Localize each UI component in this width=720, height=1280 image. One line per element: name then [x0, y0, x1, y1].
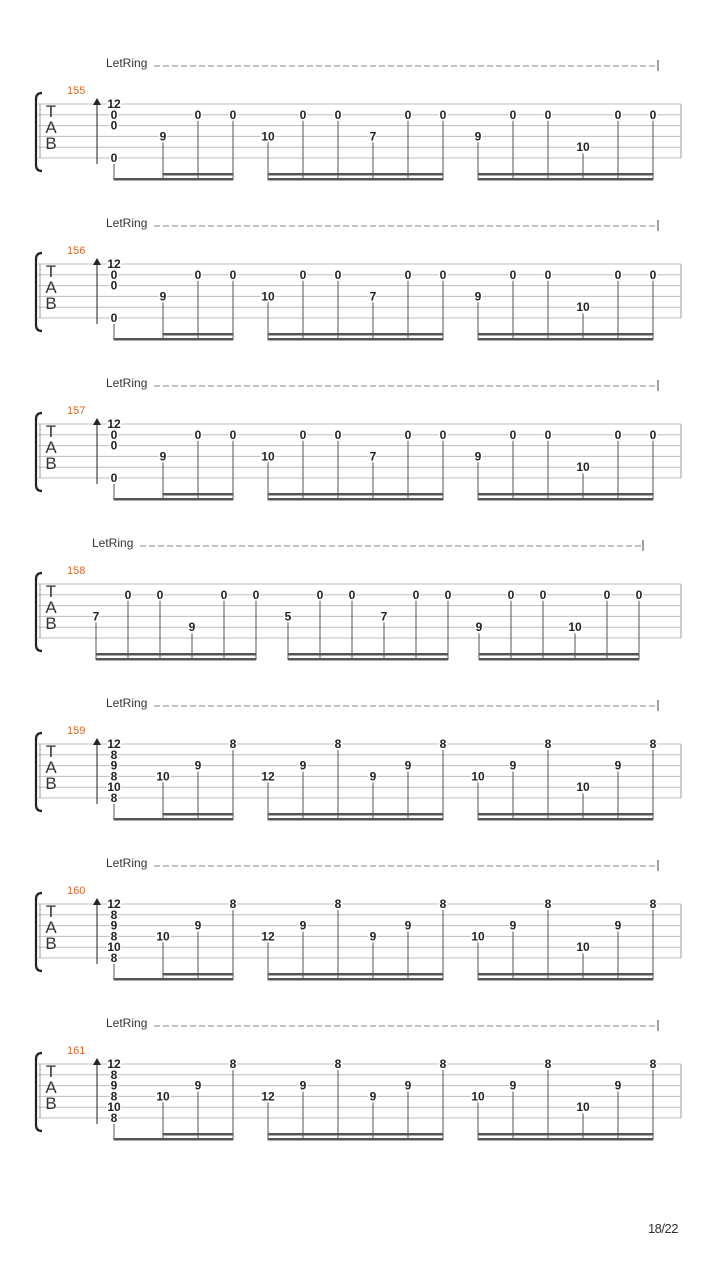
beam-secondary: [163, 813, 233, 816]
system-bracket: [36, 733, 42, 811]
fret-number: 0: [334, 107, 342, 122]
fret-number: 10: [261, 129, 275, 144]
fret-number: 8: [439, 737, 447, 751]
beam-primary: [114, 978, 233, 981]
fret-number: 8: [110, 1089, 118, 1104]
fret-number: 8: [334, 1057, 342, 1071]
fret-number: 8: [110, 907, 118, 922]
tab-clef-letter: A: [45, 918, 57, 937]
fret-number: 0: [404, 427, 412, 442]
fret-number: 9: [614, 918, 622, 933]
fret-number: 9: [475, 620, 483, 635]
fret-number: 0: [544, 267, 552, 282]
fret-number: 0: [603, 587, 611, 602]
fret-number: 0: [299, 267, 307, 282]
fret-number: 8: [110, 769, 118, 784]
fret-number: 9: [110, 1078, 118, 1093]
fret-number: 0: [194, 427, 202, 442]
fret-number: 8: [110, 1111, 118, 1125]
tempo-arrow-icon: [93, 98, 101, 105]
fret-number: 0: [334, 427, 342, 442]
fret-number: 9: [299, 758, 307, 773]
tab-clef-letter: A: [45, 438, 57, 457]
fret-number: 9: [509, 918, 517, 933]
fret-number: 8: [544, 737, 552, 751]
fret-number: 12: [261, 929, 275, 944]
beam-secondary: [163, 333, 233, 336]
fret-number: 0: [220, 587, 228, 602]
fret-number: 8: [110, 747, 118, 762]
tempo-arrow-icon: [93, 1058, 101, 1065]
fret-number: 0: [110, 427, 118, 442]
fret-number: 0: [194, 267, 202, 282]
fret-number: 0: [649, 267, 657, 282]
fret-number: 0: [110, 311, 118, 325]
fret-number: 12: [107, 1057, 121, 1071]
fret-number: 9: [404, 918, 412, 933]
tab-clef-letter: A: [45, 758, 57, 777]
beam-secondary: [96, 653, 256, 656]
tab-clef-letter: T: [45, 422, 57, 441]
fret-number: 9: [509, 1078, 517, 1093]
tempo-arrow-icon: [93, 418, 101, 425]
fret-number: 12: [261, 1089, 275, 1104]
beam-primary: [478, 818, 653, 821]
beam-secondary: [478, 973, 653, 976]
tab-clef-letter: B: [45, 934, 57, 953]
beam-primary: [478, 978, 653, 981]
tab-clef-letter: B: [45, 134, 57, 153]
fret-number: 8: [649, 737, 657, 751]
fret-number: 10: [576, 940, 590, 955]
fret-number: 9: [194, 1078, 202, 1093]
fret-number: 8: [229, 897, 237, 911]
system-bracket: [36, 573, 42, 651]
tab-clef-letter: B: [45, 1094, 57, 1113]
fret-number: 0: [229, 267, 237, 282]
tab-clef-letter: B: [45, 454, 57, 473]
beam-secondary: [268, 173, 443, 176]
fret-number: 0: [194, 107, 202, 122]
beam-secondary: [478, 333, 653, 336]
fret-number: 9: [474, 289, 482, 304]
fret-number: 0: [404, 267, 412, 282]
fret-number: 10: [156, 1089, 170, 1104]
beam-secondary: [268, 493, 443, 496]
fret-number: 9: [159, 449, 167, 464]
fret-number: 0: [252, 587, 260, 602]
fret-number: 9: [614, 758, 622, 773]
fret-number: 8: [334, 897, 342, 911]
fret-number: 0: [110, 438, 118, 453]
fret-number: 9: [509, 758, 517, 773]
fret-number: 0: [110, 118, 118, 133]
fret-number: 9: [369, 929, 377, 944]
beam-primary: [268, 818, 443, 821]
fret-number: 0: [649, 107, 657, 122]
measure-number: 157: [67, 405, 86, 417]
fret-number: 0: [614, 267, 622, 282]
fret-number: 8: [110, 791, 118, 805]
fret-number: 10: [576, 1100, 590, 1115]
beam-secondary: [163, 1133, 233, 1136]
letring-label: LetRing: [106, 216, 148, 230]
fret-number: 8: [229, 1057, 237, 1071]
fret-number: 10: [576, 140, 590, 155]
tempo-arrow-icon: [93, 258, 101, 265]
fret-number: 9: [159, 129, 167, 144]
fret-number: 10: [156, 769, 170, 784]
tab-clef-letter: T: [45, 742, 57, 761]
beam-secondary: [268, 973, 443, 976]
tab-system-157: [36, 376, 681, 501]
tab-system-155: [36, 56, 681, 181]
letring-label: LetRing: [106, 376, 148, 390]
system-bracket: [36, 253, 42, 331]
fret-number: 0: [614, 107, 622, 122]
beam-primary: [478, 178, 653, 181]
tab-clef-letter: T: [45, 1062, 57, 1081]
beam-secondary: [268, 1133, 443, 1136]
fret-number: 9: [110, 918, 118, 933]
fret-number: 0: [229, 107, 237, 122]
fret-number: 9: [614, 1078, 622, 1093]
fret-number: 9: [110, 758, 118, 773]
beam-secondary: [288, 653, 448, 656]
tab-clef-letter: T: [45, 102, 57, 121]
fret-number: 10: [261, 449, 275, 464]
letring-label: LetRing: [106, 856, 148, 870]
beam-primary: [114, 178, 233, 181]
beam-secondary: [478, 173, 653, 176]
fret-number: 8: [110, 1067, 118, 1082]
letring-label: LetRing: [106, 56, 148, 70]
fret-number: 9: [474, 129, 482, 144]
fret-number: 7: [380, 609, 388, 624]
fret-number: 8: [649, 897, 657, 911]
fret-number: 0: [509, 267, 517, 282]
fret-number: 0: [124, 587, 132, 602]
fret-number: 7: [369, 449, 377, 464]
fret-number: 0: [439, 107, 447, 122]
page-number: 18/22: [647, 1221, 678, 1236]
beam-primary: [268, 498, 443, 501]
fret-number: 12: [107, 737, 121, 751]
fret-number: 9: [404, 1078, 412, 1093]
fret-number: 8: [229, 737, 237, 751]
fret-number: 0: [544, 107, 552, 122]
measure-number: 160: [67, 885, 86, 897]
fret-number: 10: [107, 780, 121, 795]
fret-number: 0: [316, 587, 324, 602]
fret-number: 0: [539, 587, 547, 602]
system-bracket: [36, 893, 42, 971]
letring-label: LetRing: [106, 1016, 148, 1030]
tab-clef-letter: T: [45, 902, 57, 921]
fret-number: 0: [444, 587, 452, 602]
tab-system-159: [36, 696, 681, 821]
beam-secondary: [478, 813, 653, 816]
beam-primary: [114, 338, 233, 341]
beam-primary: [114, 1138, 233, 1141]
fret-number: 9: [194, 918, 202, 933]
fret-number: 8: [110, 951, 118, 965]
fret-number: 12: [261, 769, 275, 784]
beam-secondary: [163, 173, 233, 176]
fret-number: 9: [299, 1078, 307, 1093]
fret-number: 12: [107, 97, 121, 111]
beam-secondary: [479, 653, 639, 656]
fret-number: 9: [194, 758, 202, 773]
fret-number: 0: [156, 587, 164, 602]
fret-number: 0: [404, 107, 412, 122]
fret-number: 0: [509, 107, 517, 122]
fret-number: 0: [544, 427, 552, 442]
system-bracket: [36, 1053, 42, 1131]
beam-primary: [114, 818, 233, 821]
tab-clef-letter: A: [45, 1078, 57, 1097]
beam-secondary: [268, 813, 443, 816]
fret-number: 10: [576, 300, 590, 315]
fret-number: 8: [439, 1057, 447, 1071]
tab-clef-letter: T: [45, 582, 57, 601]
beam-primary: [479, 658, 639, 661]
fret-number: 9: [369, 769, 377, 784]
fret-number: 0: [110, 151, 118, 165]
system-bracket: [36, 93, 42, 171]
tab-clef-letter: A: [45, 598, 57, 617]
fret-number: 8: [439, 897, 447, 911]
fret-number: 0: [348, 587, 356, 602]
beam-secondary: [268, 333, 443, 336]
measure-number: 161: [67, 1045, 86, 1057]
fret-number: 8: [544, 897, 552, 911]
tab-clef-letter: A: [45, 278, 57, 297]
fret-number: 9: [474, 449, 482, 464]
beam-secondary: [163, 973, 233, 976]
beam-primary: [96, 658, 256, 661]
beam-primary: [268, 1138, 443, 1141]
fret-number: 0: [614, 427, 622, 442]
tab-system-161: [36, 1016, 681, 1141]
fret-number: 0: [635, 587, 643, 602]
fret-number: 0: [439, 427, 447, 442]
beam-secondary: [478, 493, 653, 496]
beam-primary: [478, 1138, 653, 1141]
tab-system-160: [36, 856, 681, 981]
fret-number: 0: [334, 267, 342, 282]
fret-number: 10: [568, 620, 582, 635]
fret-number: 9: [404, 758, 412, 773]
tab-clef-letter: B: [45, 774, 57, 793]
fret-number: 10: [261, 289, 275, 304]
fret-number: 5: [284, 609, 292, 624]
measure-number: 155: [67, 85, 86, 97]
fret-number: 7: [369, 129, 377, 144]
beam-primary: [288, 658, 448, 661]
beam-primary: [268, 978, 443, 981]
fret-number: 12: [107, 257, 121, 271]
fret-number: 0: [110, 107, 118, 122]
fret-number: 7: [369, 289, 377, 304]
fret-number: 0: [299, 107, 307, 122]
beam-secondary: [478, 1133, 653, 1136]
tab-clef-letter: T: [45, 262, 57, 281]
fret-number: 0: [507, 587, 515, 602]
letring-label: LetRing: [106, 696, 148, 710]
measure-number: 156: [67, 245, 86, 257]
beam-secondary: [163, 493, 233, 496]
fret-number: 9: [188, 620, 196, 635]
fret-number: 0: [649, 427, 657, 442]
fret-number: 10: [107, 1100, 121, 1115]
fret-number: 0: [229, 427, 237, 442]
fret-number: 10: [576, 780, 590, 795]
fret-number: 8: [334, 737, 342, 751]
measure-number: 158: [67, 565, 86, 577]
fret-number: 0: [439, 267, 447, 282]
tab-system-158: [36, 536, 681, 661]
fret-number: 10: [471, 769, 485, 784]
fret-number: 0: [412, 587, 420, 602]
fret-number: 0: [110, 471, 118, 485]
fret-number: 0: [110, 267, 118, 282]
fret-number: 7: [92, 609, 100, 624]
fret-number: 8: [649, 1057, 657, 1071]
fret-number: 12: [107, 417, 121, 431]
letring-label: LetRing: [92, 536, 134, 550]
fret-number: 10: [107, 940, 121, 955]
fret-number: 8: [544, 1057, 552, 1071]
tempo-arrow-icon: [93, 738, 101, 745]
beam-primary: [478, 338, 653, 341]
system-bracket: [36, 413, 42, 491]
fret-number: 12: [107, 897, 121, 911]
fret-number: 9: [299, 918, 307, 933]
fret-number: 10: [576, 460, 590, 475]
fret-number: 9: [369, 1089, 377, 1104]
beam-primary: [268, 338, 443, 341]
tab-system-156: [36, 216, 681, 341]
fret-number: 10: [156, 929, 170, 944]
measure-number: 159: [67, 725, 86, 737]
fret-number: 0: [509, 427, 517, 442]
fret-number: 10: [471, 1089, 485, 1104]
fret-number: 0: [110, 278, 118, 293]
tab-clef-letter: B: [45, 614, 57, 633]
fret-number: 0: [299, 427, 307, 442]
tab-clef-letter: A: [45, 118, 57, 137]
tab-clef-letter: B: [45, 294, 57, 313]
tempo-arrow-icon: [93, 898, 101, 905]
beam-primary: [268, 178, 443, 181]
beam-primary: [114, 498, 233, 501]
fret-number: 10: [471, 929, 485, 944]
fret-number: 8: [110, 929, 118, 944]
beam-primary: [478, 498, 653, 501]
fret-number: 9: [159, 289, 167, 304]
